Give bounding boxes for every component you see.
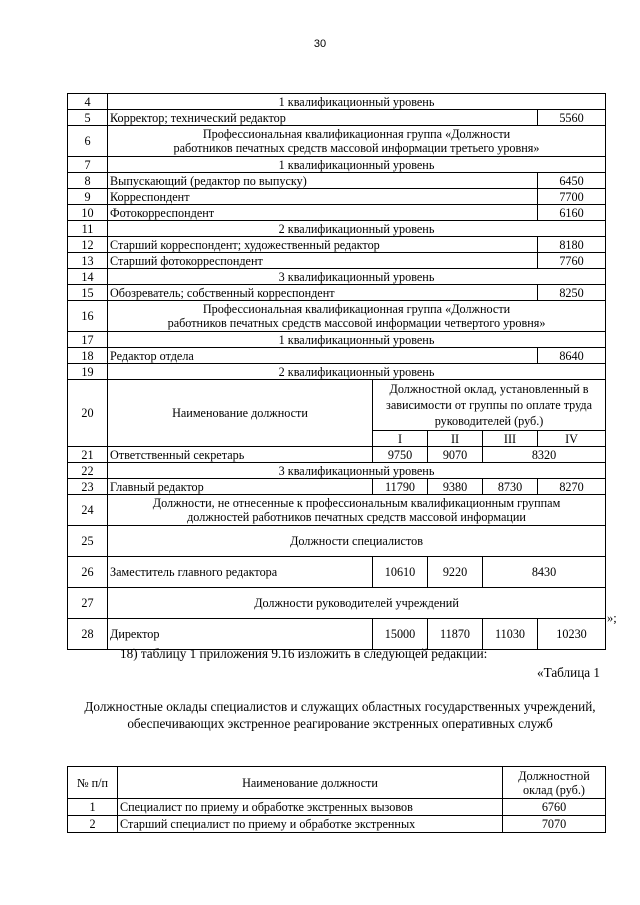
row-number: 17	[68, 332, 108, 348]
qualification-level: 3 квалификационный уровень	[108, 269, 606, 285]
header-position-name: Наименование должности	[108, 380, 373, 447]
row-number: 20	[68, 380, 108, 447]
table-label: «Таблица 1	[537, 665, 600, 680]
group-title-line: Профессиональная квалификационная группа «Должности	[202, 302, 511, 316]
position-name: Редактор отдела	[108, 348, 538, 364]
table-heading: Должностные оклады специалистов и служащих областных государственных учреждений, обеспечивающих экстренное реагирование экстренных оперативных служб	[84, 699, 596, 731]
table-row	[68, 799, 606, 816]
salary-group-3: 8730	[483, 479, 538, 495]
table-row	[68, 126, 606, 157]
salary-group-2: 9220	[428, 557, 483, 588]
salary-group-1: 10610	[373, 557, 428, 588]
qualification-level: 2 квалификационный уровень	[108, 364, 606, 380]
table-row	[68, 301, 606, 332]
paragraph-18: 18) таблицу 1 приложения 9.16 изложить в следующей редакции:	[120, 646, 488, 661]
table-row	[68, 110, 606, 126]
header-number: № п/п	[68, 767, 118, 799]
row-number: 7	[68, 157, 108, 173]
row-number: 2	[68, 816, 118, 833]
salary-value: 5560	[538, 110, 606, 126]
row-number: 8	[68, 173, 108, 189]
row-number: 21	[68, 447, 108, 463]
header-salary: Должностной оклад, установленный в зависимости от группы по оплате труда руководителей (руб.)	[373, 380, 606, 431]
table-row	[68, 619, 606, 650]
table-row	[68, 816, 606, 833]
row-number: 14	[68, 269, 108, 285]
qualification-level: 1 квалификационный уровень	[108, 157, 606, 173]
position-name: Ответственный секретарь	[108, 447, 373, 463]
salary-value: 8180	[538, 237, 606, 253]
salary-value: 7760	[538, 253, 606, 269]
group-title	[108, 495, 606, 526]
salary-table-1	[67, 766, 606, 833]
table-row	[68, 479, 606, 495]
position-name: Главный редактор	[108, 479, 373, 495]
row-number: 16	[68, 301, 108, 332]
table-row	[68, 526, 606, 557]
row-number: 28	[68, 619, 108, 650]
table-row	[68, 557, 606, 588]
table-row	[68, 205, 606, 221]
salary-group-2: 11870	[428, 619, 483, 650]
header-group-3: III	[483, 431, 538, 447]
salary-group-4: 8270	[538, 479, 606, 495]
salary-group-3: 11030	[483, 619, 538, 650]
salary-table-continued	[67, 93, 606, 650]
table-row	[68, 189, 606, 205]
table-row	[68, 447, 606, 463]
table-row	[68, 173, 606, 189]
salary-value: 8640	[538, 348, 606, 364]
row-number: 24	[68, 495, 108, 526]
table-row	[68, 221, 606, 237]
section-title: Должности руководителей учреждений	[108, 588, 606, 619]
table-row	[68, 364, 606, 380]
salary-group-3-4: 8430	[483, 557, 606, 588]
row-number: 18	[68, 348, 108, 364]
position-name: Выпускающий (редактор по выпуску)	[108, 173, 538, 189]
salary-group-3-4: 8320	[483, 447, 606, 463]
header-position-name: Наименование должности	[118, 767, 503, 799]
row-number: 1	[68, 799, 118, 816]
row-number: 27	[68, 588, 108, 619]
group-title-line: Должности, не отнесенные к профессиональным квалификационным группам	[152, 496, 561, 510]
row-number: 25	[68, 526, 108, 557]
table-row	[68, 157, 606, 173]
salary-value: 6160	[538, 205, 606, 221]
position-name: Специалист по приему и обработке экстренных вызовов	[118, 799, 503, 816]
row-number: 22	[68, 463, 108, 479]
table-row	[68, 237, 606, 253]
salary-group-4: 10230	[538, 619, 606, 650]
table-header-row	[68, 767, 606, 799]
salary-value: 7070	[503, 816, 606, 833]
table-row	[68, 588, 606, 619]
position-name: Старший специалист по приему и обработке экстренных	[118, 816, 503, 833]
group-title	[108, 301, 606, 332]
row-number: 26	[68, 557, 108, 588]
header-salary: Должностной оклад (руб.)	[503, 767, 606, 799]
row-number: 10	[68, 205, 108, 221]
group-title-line: работников печатных средств массовой информации третьего уровня»	[173, 141, 540, 155]
page-number: 30	[313, 38, 327, 50]
salary-group-1: 15000	[373, 619, 428, 650]
row-number: 5	[68, 110, 108, 126]
header-group-4: IV	[538, 431, 606, 447]
table-header-row	[68, 380, 606, 431]
salary-group-2: 9070	[428, 447, 483, 463]
position-name: Фотокорреспондент	[108, 205, 538, 221]
table-row	[68, 463, 606, 479]
row-number: 12	[68, 237, 108, 253]
table-closing-quote: »;	[607, 611, 617, 625]
table-row	[68, 253, 606, 269]
salary-value: 6760	[503, 799, 606, 816]
section-title: Должности специалистов	[108, 526, 606, 557]
group-title-line: должностей работников печатных средств массовой информации	[187, 510, 526, 524]
row-number: 11	[68, 221, 108, 237]
group-title-line: работников печатных средств массовой информации четвертого уровня»	[167, 316, 546, 330]
qualification-level: 1 квалификационный уровень	[108, 94, 606, 110]
salary-value: 8250	[538, 285, 606, 301]
position-name: Директор	[108, 619, 373, 650]
table-row	[68, 269, 606, 285]
table-row	[68, 94, 606, 110]
table-row	[68, 332, 606, 348]
qualification-level: 2 квалификационный уровень	[108, 221, 606, 237]
salary-group-1: 9750	[373, 447, 428, 463]
header-group-1: I	[373, 431, 428, 447]
row-number: 23	[68, 479, 108, 495]
row-number: 19	[68, 364, 108, 380]
position-name: Обозреватель; собственный корреспондент	[108, 285, 538, 301]
position-name: Старший фотокорреспондент	[108, 253, 538, 269]
table-row	[68, 495, 606, 526]
row-number: 15	[68, 285, 108, 301]
position-name: Корреспондент	[108, 189, 538, 205]
position-name: Старший корреспондент; художественный редактор	[108, 237, 538, 253]
salary-group-1: 11790	[373, 479, 428, 495]
row-number: 4	[68, 94, 108, 110]
header-group-2: II	[428, 431, 483, 447]
qualification-level: 3 квалификационный уровень	[108, 463, 606, 479]
group-title-line: Профессиональная квалификационная группа «Должности	[202, 127, 511, 141]
row-number: 9	[68, 189, 108, 205]
salary-value: 6450	[538, 173, 606, 189]
salary-group-2: 9380	[428, 479, 483, 495]
group-title	[108, 126, 606, 157]
qualification-level: 1 квалификационный уровень	[108, 332, 606, 348]
salary-value: 7700	[538, 189, 606, 205]
row-number: 13	[68, 253, 108, 269]
table-row	[68, 348, 606, 364]
position-name: Заместитель главного редактора	[108, 557, 373, 588]
row-number: 6	[68, 126, 108, 157]
position-name: Корректор; технический редактор	[108, 110, 538, 126]
table-row	[68, 285, 606, 301]
